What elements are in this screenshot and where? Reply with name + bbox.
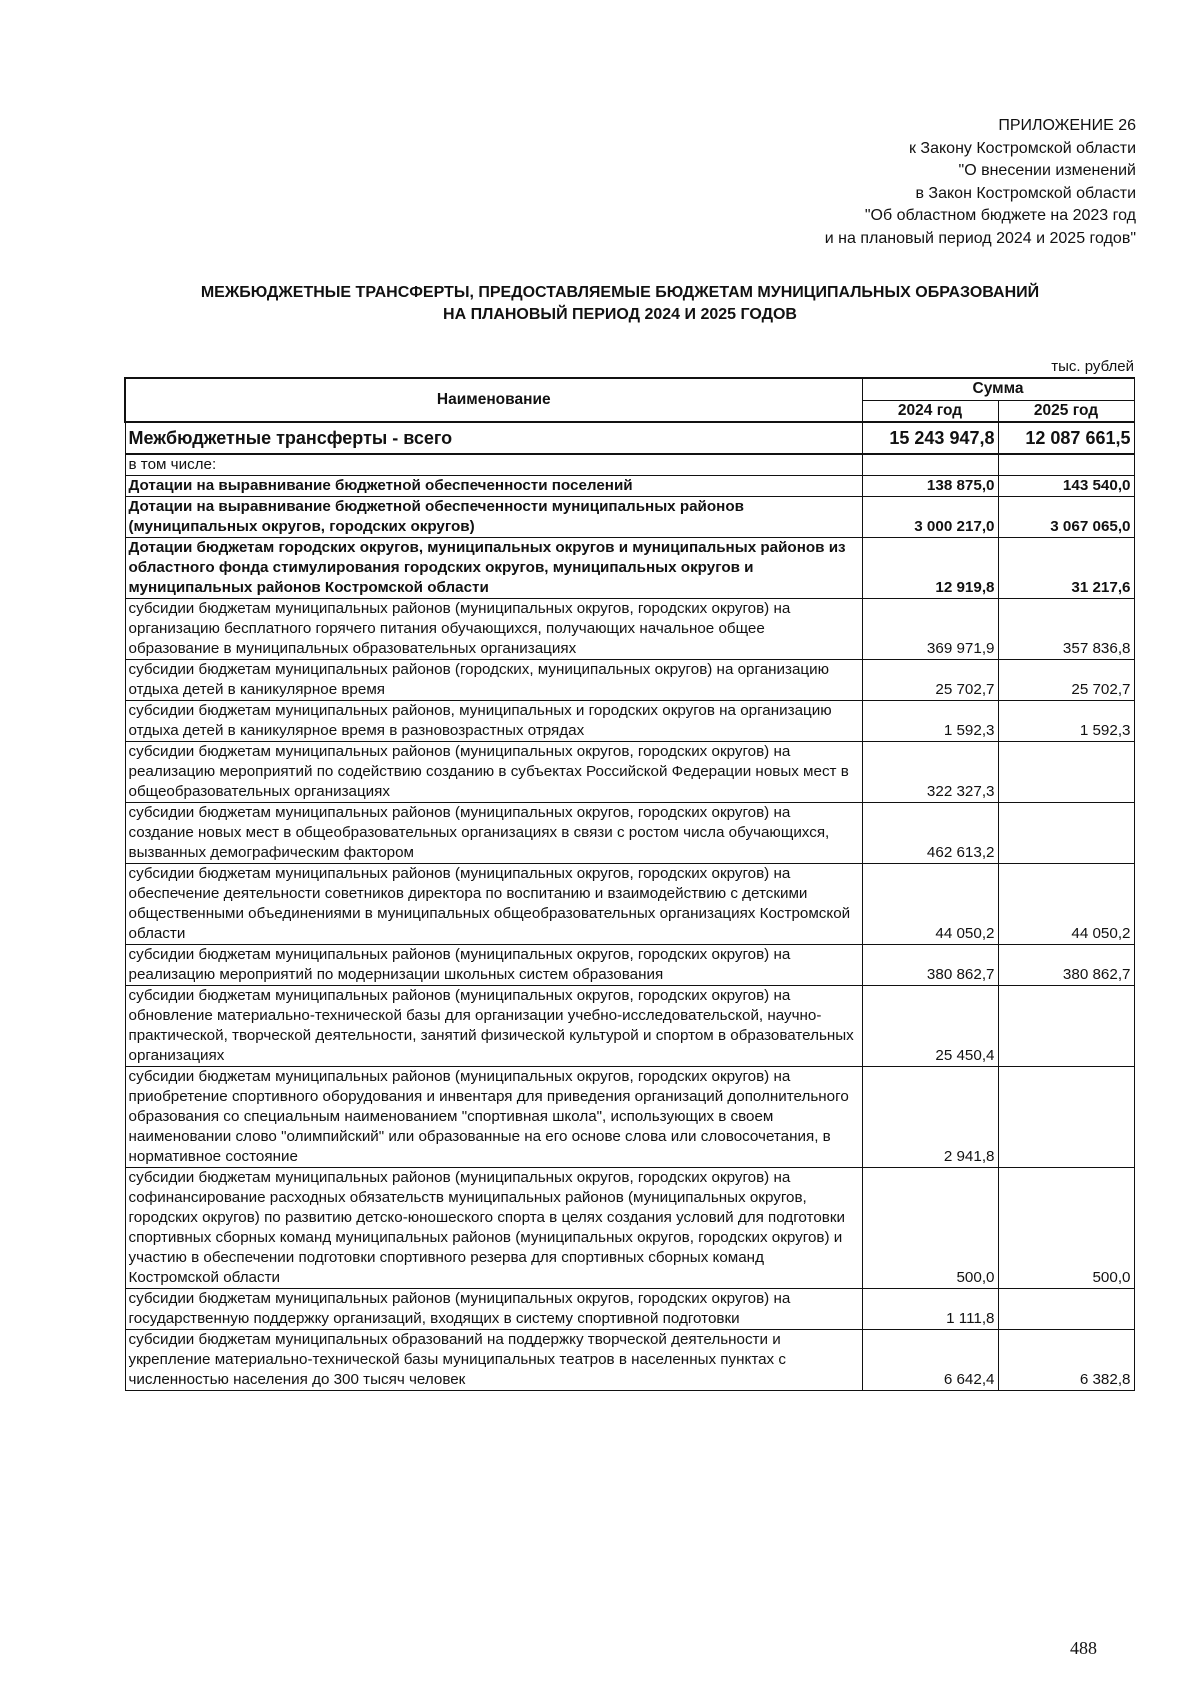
row-value-2025 [998,1289,1134,1330]
table-row [125,803,1134,864]
appendix-header-line: и на плановый период 2024 и 2025 годов" [824,229,1136,247]
appendix-header-line: в Закон Костромской области [915,184,1136,202]
column-header-name: Наименование [125,378,862,422]
row-name: субсидии бюджетам муниципальных районов (муниципальных округов, городских округов) на реализацию мероприятий по модернизации школьных систем образования [125,945,862,986]
row-name: субсидии бюджетам муниципальных районов (муниципальных округов, городских округов) на организацию бесплатного горячего питания обучающихся, получающих начальное общее образование в муниципальных образовательных организациях [125,599,862,660]
row-value-2024: 3 000 217,0 [862,497,998,538]
row-name: субсидии бюджетам муниципальных районов (муниципальных округов, городских округов) на приобретение спортивного оборудования и инвентаря для приведения организаций дополнительного образования со специальным наименованием "спортивная школа", использующих в своем наименовании слово "олимпийский" или образованные на его основе слова или словосочетания, в нормативное состояние [125,1067,862,1168]
row-value-2024: 25 450,4 [862,986,998,1067]
table-row [125,1289,1134,1330]
column-header-2025: 2025 год [998,400,1134,422]
table-row [125,1330,1134,1391]
row-name: Дотации на выравнивание бюджетной обеспеченности муниципальных районов (муниципальных округов, городских округов) [125,497,862,538]
row-name: субсидии бюджетам муниципальных районов (городских, муниципальных округов) на организацию отдыха детей в каникулярное время [125,660,862,701]
row-value-2024: 462 613,2 [862,803,998,864]
row-value-2025 [998,1067,1134,1168]
row-value-2025 [998,986,1134,1067]
page-number: 488 [1070,1638,1097,1658]
row-value-2024: 138 875,0 [862,476,998,497]
row-value-2024: 2 941,8 [862,1067,998,1168]
row-value-2025: 500,0 [998,1168,1134,1289]
row-value-2025: 380 862,7 [998,945,1134,986]
column-header-sum: Сумма [862,378,1134,400]
row-value-2025 [998,454,1134,476]
row-name: субсидии бюджетам муниципальных районов (муниципальных округов, городских округов) на реализацию мероприятий по содействию созданию в субъектах Российской Федерации новых мест в общеобразовательных организациях [125,742,862,803]
row-value-2025: 6 382,8 [998,1330,1134,1391]
row-name: Дотации на выравнивание бюджетной обеспеченности поселений [125,476,862,497]
appendix-header-line: ПРИЛОЖЕНИЕ 26 [998,117,1136,134]
row-name: субсидии бюджетам муниципальных районов, муниципальных и городских округов на организацию отдыха детей в каникулярное время в разновозрастных отрядах [125,701,862,742]
table-row [125,599,1134,660]
table-row [125,986,1134,1067]
row-value-2024: 25 702,7 [862,660,998,701]
row-value-2025 [998,742,1134,803]
row-value-2025: 357 836,8 [998,599,1134,660]
row-name: субсидии бюджетам муниципальных районов (муниципальных округов, городских округов) на софинансирование расходных обязательств муниципальных районов (муниципальных округов, городских округов) по развитию детско-юношеского спорта в целях создания условий для подготовки спортивных сборных команд муниципальных районов (муниципальных округов, городских округов) и участию в обеспечении подготовки спортивного резерва для спортивных сборных команд Костромской области [125,1168,862,1289]
row-value-2024 [862,454,998,476]
appendix-header-line: "О внесении изменений [958,162,1136,179]
table-row [125,742,1134,803]
row-value-2024: 369 971,9 [862,599,998,660]
row-value-2024: 15 243 947,8 [862,422,998,454]
row-name: субсидии бюджетам муниципальных районов (муниципальных округов, городских округов) на обеспечение деятельности советников директора по воспитанию и взаимодействию с детскими общественными объединениями в муниципальных общеобразовательных организациях Костромской области [125,864,862,945]
table-body [125,422,1134,1391]
row-value-2024: 6 642,4 [862,1330,998,1391]
appendix-header-line: "Об областном бюджете на 2023 год [864,207,1136,224]
row-name: Дотации бюджетам городских округов, муниципальных округов и муниципальных районов из областного фонда стимулирования городских округов, муниципальных округов и муниципальных районов Костромской области [125,538,862,599]
document-title-line2: НА ПЛАНОВЫЙ ПЕРИОД 2024 И 2025 ГОДОВ [443,306,797,323]
column-header-2024: 2024 год [862,400,998,422]
table-row [125,538,1134,599]
row-name: субсидии бюджетам муниципальных образований на поддержку творческой деятельности и укрепление материально-технической базы муниципальных театров в населенных пунктах с численностью населения до 300 тысяч человек [125,1330,862,1391]
table-row [125,660,1134,701]
row-name: Межбюджетные трансферты - всего [125,422,862,454]
row-value-2025: 3 067 065,0 [998,497,1134,538]
row-value-2025: 31 217,6 [998,538,1134,599]
transfers-table [124,377,1135,1391]
row-value-2025: 44 050,2 [998,864,1134,945]
row-value-2025: 1 592,3 [998,701,1134,742]
table-row [125,864,1134,945]
row-value-2024: 1 111,8 [862,1289,998,1330]
row-value-2024: 380 862,7 [862,945,998,986]
row-value-2025 [998,803,1134,864]
row-value-2024: 500,0 [862,1168,998,1289]
appendix-header-line: к Закону Костромской области [908,139,1136,157]
document-title [100,282,1140,326]
table-row [125,454,1134,476]
row-value-2024: 322 327,3 [862,742,998,803]
table-row [125,1168,1134,1289]
table-row [125,422,1134,454]
row-value-2025: 25 702,7 [998,660,1134,701]
row-name: в том числе: [125,454,862,476]
row-value-2024: 44 050,2 [862,864,998,945]
table-row [125,701,1134,742]
table-row [125,497,1134,538]
row-name: субсидии бюджетам муниципальных районов (муниципальных округов, городских округов) на создание новых мест в общеобразовательных организациях в связи с ростом числа обучающихся, вызванных демографическим фактором [125,803,862,864]
document-title-line1: МЕЖБЮДЖЕТНЫЕ ТРАНСФЕРТЫ, ПРЕДОСТАВЛЯЕМЫЕ БЮДЖЕТАМ МУНИЦИПАЛЬНЫХ ОБРАЗОВАНИЙ [200,284,1040,301]
row-value-2024: 1 592,3 [862,701,998,742]
table-row [125,476,1134,497]
row-value-2025: 12 087 661,5 [998,422,1134,454]
row-value-2024: 12 919,8 [862,538,998,599]
appendix-header [576,115,1136,250]
table-row [125,945,1134,986]
row-name: субсидии бюджетам муниципальных районов (муниципальных округов, городских округов) на обновление материально-технической базы для организации учебно-исследовательской, научно-практической, творческой деятельности, занятий физической культурой и спортом в образовательных организациях [125,986,862,1067]
row-value-2025: 143 540,0 [998,476,1134,497]
table-row [125,1067,1134,1168]
units-label: тыс. рублей [1051,358,1134,375]
row-name: субсидии бюджетам муниципальных районов (муниципальных округов, городских округов) на государственную поддержку организаций, входящих в систему спортивной подготовки [125,1289,862,1330]
